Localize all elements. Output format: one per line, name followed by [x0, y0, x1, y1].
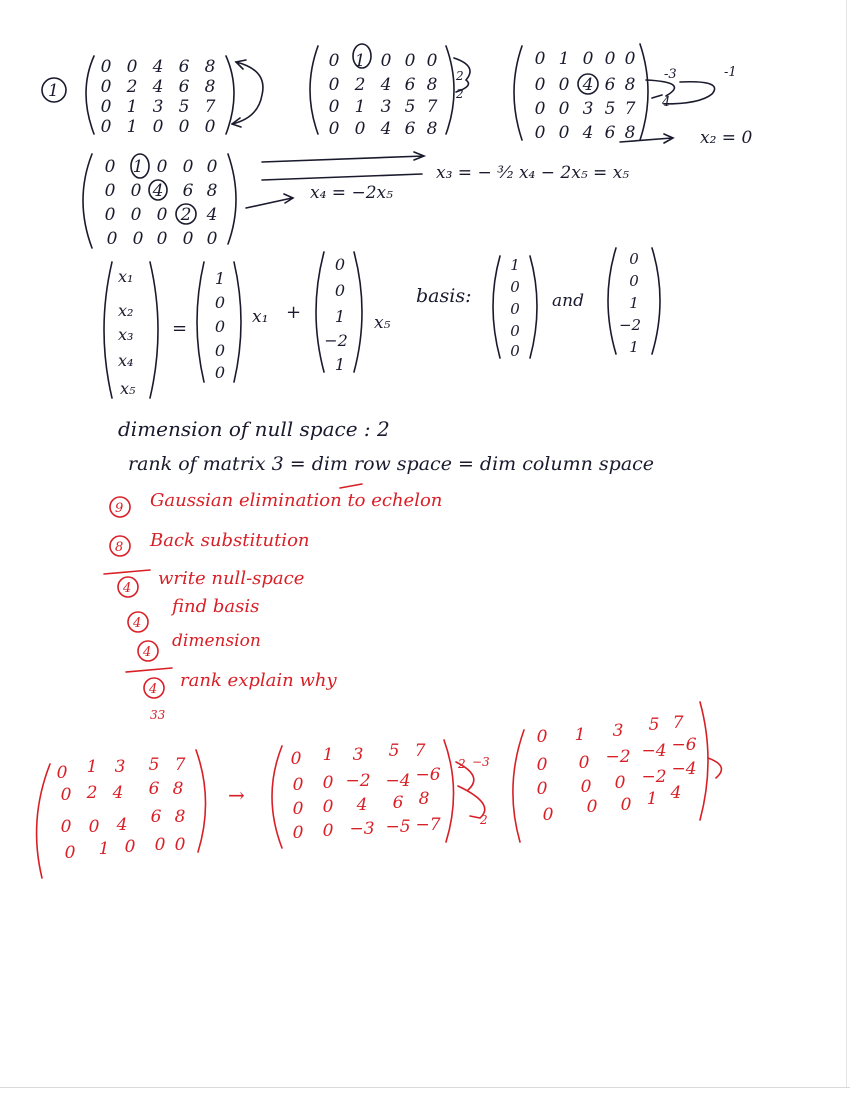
and-label: and	[552, 291, 584, 311]
handwritten-text: 8	[418, 789, 430, 809]
handwritten-text: 2	[456, 69, 464, 83]
handwritten-text: 0	[292, 799, 304, 819]
handwritten-text: 0	[582, 49, 594, 69]
handwritten-text: 8	[624, 123, 636, 143]
handwritten-text: −4	[385, 771, 411, 791]
handwritten-text: −4	[671, 759, 697, 779]
pen-stroke	[316, 252, 324, 372]
matrix-1	[86, 56, 263, 137]
x2-equation: x₂ = 0	[700, 128, 753, 148]
handwritten-text: 7	[624, 99, 636, 119]
handwritten-text: 2	[458, 757, 466, 771]
pen-stroke	[104, 570, 150, 574]
handwritten-text: 1	[629, 294, 639, 312]
handwritten-text: 6	[404, 75, 416, 95]
handwritten-text: 6	[604, 75, 616, 95]
handwritten-text: −2	[618, 316, 642, 334]
pen-stroke	[530, 256, 537, 358]
handwritten-text: 0	[292, 823, 304, 843]
handwritten-text: 0	[334, 255, 346, 274]
handwritten-text: 1	[334, 307, 346, 326]
pen-stroke	[246, 194, 293, 208]
pen-stroke	[354, 252, 362, 372]
handwritten-text: 6	[404, 119, 416, 139]
red-arrow: →	[228, 783, 245, 807]
pen-stroke	[196, 750, 206, 852]
handwritten-text: 7	[204, 97, 216, 117]
null-space-vector-equation	[104, 252, 391, 398]
handwritten-text: 5	[388, 741, 400, 761]
handwritten-text: 1	[86, 757, 98, 777]
handwritten-text: 5	[404, 97, 416, 117]
handwritten-text: 4	[152, 77, 164, 97]
rank-line: rank of matrix 3 = dim row space = dim column space	[128, 453, 655, 475]
basis-vector-2	[608, 248, 660, 356]
handwritten-text: 0	[152, 117, 164, 137]
handwritten-text: 0	[156, 229, 168, 249]
handwritten-text: 1	[646, 789, 658, 809]
handwritten-text: 0	[60, 785, 72, 805]
handwritten-text: 0	[104, 157, 116, 177]
handwritten-text: 0	[510, 342, 520, 360]
handwritten-text: x₅	[374, 313, 391, 333]
pen-stroke	[104, 262, 112, 398]
handwritten-text: 0	[100, 97, 112, 117]
handwritten-text: -1	[724, 65, 737, 80]
pen-stroke	[126, 668, 172, 672]
handwritten-text: 0	[206, 229, 218, 249]
handwritten-text: 0	[629, 272, 639, 290]
pen-stroke	[262, 174, 422, 180]
handwritten-text: 1	[558, 49, 570, 69]
handwritten-text: 4	[143, 645, 152, 660]
handwritten-text: 8	[115, 540, 124, 555]
handwritten-text: 0	[404, 51, 416, 71]
handwritten-text: write null-space	[158, 568, 305, 589]
handwritten-text: 0	[178, 117, 190, 137]
handwritten-text: 0	[174, 835, 186, 855]
handwritten-text: 0	[624, 49, 636, 69]
handwritten-text: 0	[542, 805, 554, 825]
pen-stroke	[228, 154, 236, 244]
handwritten-text: −3	[472, 755, 490, 769]
handwritten-text: 0	[534, 75, 546, 95]
pen-stroke	[262, 152, 424, 162]
handwritten-text: 1	[354, 51, 366, 71]
handwritten-text: 4	[149, 682, 158, 697]
handwritten-text: 7	[174, 755, 186, 775]
handwritten-text: 3	[380, 97, 392, 117]
handwritten-text: rank explain why	[180, 670, 337, 691]
matrix-4-echelon	[83, 154, 236, 249]
handwritten-text: x₃	[118, 325, 134, 344]
handwritten-text: 2	[354, 75, 366, 95]
handwritten-text: Back substitution	[150, 530, 310, 551]
pen-stroke	[197, 262, 204, 382]
handwritten-text: 0	[620, 795, 632, 815]
handwritten-text: 0	[214, 317, 226, 336]
handwritten-text: −6	[671, 735, 697, 755]
handwritten-text: 8	[174, 807, 186, 827]
handwritten-text: 9	[115, 501, 124, 516]
handwritten-text: 8	[172, 779, 184, 799]
handwritten-text: 0	[106, 229, 118, 249]
handwritten-text: 7	[414, 741, 426, 761]
handwritten-text: 6	[182, 181, 194, 201]
handwritten-text: 1	[322, 745, 334, 765]
handwritten-text: 1	[334, 355, 346, 374]
handwritten-text: 1	[574, 725, 586, 745]
cell: 0	[100, 57, 112, 77]
handwritten-text: 0	[292, 775, 304, 795]
handwritten-text: 6	[178, 77, 190, 97]
handwritten-text: 0	[214, 341, 226, 360]
handwritten-text: find basis	[172, 596, 260, 617]
handwritten-text: 4	[380, 119, 392, 139]
handwritten-text: 0	[580, 777, 592, 797]
handwritten-text: 1	[98, 839, 110, 859]
handwritten-text: 0	[614, 773, 626, 793]
handwritten-text: 0	[322, 773, 334, 793]
handwritten-text: 6	[148, 779, 160, 799]
handwritten-text: 8	[624, 75, 636, 95]
pen-stroke	[234, 262, 241, 382]
handwritten-text: 7	[426, 97, 438, 117]
handwritten-text: 4	[133, 616, 142, 631]
pen-stroke	[340, 484, 362, 488]
handwritten-text: 4	[670, 783, 682, 803]
handwritten-text: 0	[328, 51, 340, 71]
dimension-line: dimension of null space : 2	[118, 417, 390, 441]
handwritten-text: 2	[86, 783, 98, 803]
pen-stroke	[708, 758, 721, 778]
handwritten-text: 0	[130, 181, 142, 201]
pen-stroke	[608, 248, 616, 354]
handwritten-text: 0	[204, 117, 216, 137]
handwritten-text: 0	[328, 75, 340, 95]
handwritten-text: 6	[178, 57, 190, 77]
handwritten-text: 6	[150, 807, 162, 827]
handwritten-text: 3	[612, 721, 624, 741]
handwritten-text: Gaussian elimination to echelon	[150, 490, 443, 511]
matrix-2	[310, 44, 470, 139]
handwritten-text: 0	[328, 119, 340, 139]
handwritten-text: 2	[480, 813, 488, 827]
handwritten-text: 4	[123, 581, 132, 596]
red-matrix-1	[37, 750, 206, 878]
pen-stroke	[310, 46, 318, 134]
handwritten-text: 0	[156, 205, 168, 225]
pen-stroke	[37, 764, 50, 878]
handwritten-text: 3	[352, 745, 364, 765]
pen-stroke	[513, 730, 524, 842]
handwritten-text: 2	[126, 77, 138, 97]
handwritten-text: 0	[290, 749, 302, 769]
handwritten-text: 3	[582, 99, 594, 119]
handwritten-text: 1	[126, 97, 138, 117]
handwritten-text: 4	[152, 181, 164, 201]
handwritten-text: 0	[322, 797, 334, 817]
handwritten-text: 0	[132, 229, 144, 249]
handwritten-text: 0	[328, 97, 340, 117]
handwritten-text: 0	[104, 205, 116, 225]
handwritten-text: 0	[558, 75, 570, 95]
pen-stroke	[83, 154, 92, 248]
handwritten-text: 0	[64, 843, 76, 863]
handwritten-text: 0	[60, 817, 72, 837]
pen-stroke	[446, 46, 454, 134]
pen-stroke	[640, 44, 648, 140]
handwritten-text: 0	[536, 727, 548, 747]
handwritten-text: 0	[558, 99, 570, 119]
handwritten-text: −2	[345, 771, 371, 791]
handwritten-text: 0	[510, 322, 520, 340]
handwritten-text: 1	[132, 157, 144, 177]
red-matrix-3	[513, 702, 722, 842]
handwritten-text: 0	[578, 753, 590, 773]
handwritten-text: 5	[604, 99, 616, 119]
handwritten-text: 2	[456, 87, 464, 101]
handwritten-text: 8	[206, 181, 218, 201]
handwritten-text: −2	[641, 767, 667, 787]
handwritten-text: 0	[534, 123, 546, 143]
handwritten-text: 8	[426, 75, 438, 95]
handwritten-text: 3	[152, 97, 164, 117]
handwritten-text: −7	[415, 815, 441, 835]
handwritten-text: 0	[334, 281, 346, 300]
handwritten-text: 0	[534, 99, 546, 119]
handwritten-text: −2	[324, 331, 348, 350]
handwritten-text: 4	[206, 205, 218, 225]
handwritten-text: 0	[558, 123, 570, 143]
handwritten-text: 0	[536, 779, 548, 799]
basis-vector-1	[493, 256, 537, 360]
swap-arrow	[232, 62, 263, 124]
handwritten-text: +	[286, 302, 302, 323]
handwritten-text: 0	[510, 300, 520, 318]
handwritten-text: 0	[322, 821, 334, 841]
pen-stroke	[493, 256, 500, 358]
pen-stroke	[652, 248, 660, 354]
handwritten-text: 0	[629, 250, 639, 268]
handwritten-text: 4	[152, 57, 164, 77]
pen-stroke	[86, 56, 94, 134]
grading-rubric	[104, 484, 442, 722]
handwritten-text: 1	[510, 256, 520, 274]
handwritten-text: x₁	[118, 267, 134, 286]
handwritten-text: =	[172, 318, 188, 339]
scan-edge-right	[846, 0, 847, 1087]
basis-label: basis:	[416, 285, 472, 307]
red-matrix-2	[272, 740, 490, 848]
handwritten-text: x₁	[252, 307, 269, 327]
problem-number: 1	[48, 81, 59, 101]
handwritten-text: 4	[112, 783, 124, 803]
x4-equation: x₄ = −2x₅	[310, 183, 393, 203]
handwritten-text: x₄	[118, 351, 134, 370]
handwritten-text: 0	[214, 363, 226, 382]
handwritten-text: x₅	[120, 379, 136, 398]
pen-stroke	[514, 46, 522, 140]
handwritten-text: 0	[88, 817, 100, 837]
pen-stroke	[226, 56, 234, 134]
handwritten-text: 0	[214, 293, 226, 312]
handwritten-text: 0	[56, 763, 68, 783]
handwritten-text: 6	[392, 793, 404, 813]
pen-stroke	[272, 746, 282, 848]
handwritten-text: 0	[604, 49, 616, 69]
handwritten-text: 1	[629, 338, 639, 356]
handwritten-text: 5	[648, 715, 660, 735]
handwritten-text: 4	[582, 75, 594, 95]
handwritten-text: −3	[349, 819, 375, 839]
handwritten-text: 0	[206, 157, 218, 177]
handwritten-text: 4	[116, 815, 128, 835]
handwritten-text: 0	[104, 181, 116, 201]
handwritten-text: 0	[156, 157, 168, 177]
handwritten-text: 7	[672, 713, 684, 733]
handwritten-text: 4	[582, 123, 594, 143]
handwritten-text: 0	[100, 77, 112, 97]
handwritten-text: 4	[662, 95, 671, 110]
handwritten-text: 4	[356, 795, 368, 815]
handwritten-text: 0	[100, 117, 112, 137]
handwritten-text: 0	[586, 797, 598, 817]
handwritten-text: x₂	[118, 301, 134, 320]
x3-equation: x₃ = − ³⁄₂ x₄ − 2x₅ = x₅	[436, 163, 630, 183]
handwritten-text: 1	[214, 269, 226, 288]
handwritten-text: 0	[182, 157, 194, 177]
handwritten-text: 4	[380, 75, 392, 95]
handwritten-text: 0	[380, 51, 392, 71]
total-score: 33	[150, 708, 166, 722]
handwritten-text: 1	[126, 117, 138, 137]
handwritten-text: 1	[354, 97, 366, 117]
handwritten-text: −6	[415, 765, 441, 785]
handwritten-text: 5	[178, 97, 190, 117]
handwritten-text: 8	[204, 77, 216, 97]
handwritten-text: 8	[204, 57, 216, 77]
scan-edge	[0, 1087, 850, 1088]
handwritten-text: dimension	[172, 631, 261, 651]
handwritten-text: 0	[154, 835, 166, 855]
handwritten-text: 0	[426, 51, 438, 71]
handwritten-text: −4	[641, 741, 667, 761]
handwritten-text: −5	[385, 817, 411, 837]
handwritten-text: 6	[604, 123, 616, 143]
pen-stroke	[700, 702, 708, 820]
handwritten-text: 0	[534, 49, 546, 69]
pen-stroke	[150, 262, 158, 398]
handwritten-text: 0	[510, 278, 520, 296]
handwritten-text: 0	[124, 837, 136, 857]
pen-stroke	[444, 740, 454, 842]
handwritten-text: 0	[182, 229, 194, 249]
handwritten-text: −2	[605, 747, 631, 767]
handwritten-text: 0	[126, 57, 138, 77]
handwritten-text: 0	[354, 119, 366, 139]
handwritten-text: 3	[114, 757, 126, 777]
handwritten-text: 5	[148, 755, 160, 775]
handwritten-text: -3	[664, 67, 677, 82]
handwritten-text: 8	[426, 119, 438, 139]
handwritten-text: 0	[130, 205, 142, 225]
handwritten-text: 0	[536, 755, 548, 775]
handwritten-text: 2	[180, 205, 192, 225]
